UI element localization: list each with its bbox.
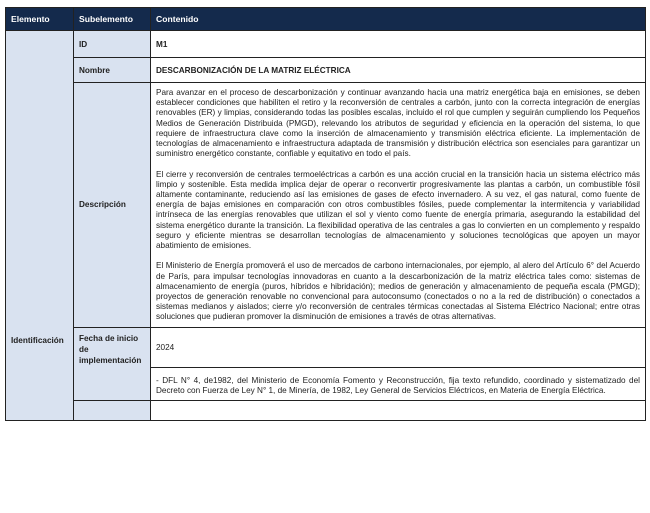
continuation-value [151, 401, 646, 421]
header-elemento: Elemento [6, 8, 74, 31]
descripcion-paragraph: El cierre y reconversión de centrales termoeléctricas a carbón es una acción crucial en la transición hacia un sistema eléctrico más limpio y sostenible. Esta medida implica dejar de operar o reconvertir progresivamente las plantas a carbón, un combustible fósil altamente contaminante, reduciendo así las emisiones de gases de efecto invernadero. A su vez, el gas natural, como fuente de energía de bajas emisiones en comparación con otros combustibles fósiles, puede complementar la intermitencia y variabilidad intrínseca de las energías renovables que utilizan el sol y viento como fuente de energía primaria, asegurando la estabilidad del sistema energético durante la transición. La flexibilidad operativa de las centrales a gas lo convierten en un complemento y respaldo seguro y eficiente mientras se desarrollan tecnologías de almacenamiento y soluciones tecnológicas que apoyen un mayor abatimiento de emisiones. [156, 169, 640, 251]
fecha-label: Fecha de inicio de implementación [74, 327, 151, 400]
descripcion-value [151, 83, 646, 328]
normativa-text: - DFL N° 4, de1982, del Ministerio de Economía Fomento y Reconstrucción, fija texto refundido, coordinado y sistematizado del Decreto con Fuerza de Ley N° 1, de Minería, de 1982, Ley General de Servicios Eléctricos, en Materia de Energía Eléctrica. [156, 375, 640, 395]
row-descripcion [6, 83, 646, 328]
row-fecha [6, 327, 646, 367]
nombre-value: DESCARBONIZACIÓN DE LA MATRIZ ELÉCTRICA [151, 58, 646, 83]
continuation-label [74, 401, 151, 421]
row-nombre [6, 58, 646, 83]
fecha-value: 2024 [151, 327, 646, 367]
header-contenido: Contenido [151, 8, 646, 31]
measure-table [5, 7, 646, 421]
header-row [6, 8, 646, 31]
row-id [6, 31, 646, 58]
id-label: ID [74, 31, 151, 58]
descripcion-paragraph: Para avanzar en el proceso de descarbonización y continuar avanzando hacia una matriz energética baja en emisiones, se deben establecer condiciones que habiliten el retiro y la reconversión de centrales a carbón, junto con la correcta integración de energías renovables (ER) y limpias, considerando todas las posibles escalas, incluido el rol que cumplen y seguirán cumpliendo los Pequeños Medios de Generación Distribuida (PMGD), relevando los atributos de seguridad y eficiencia en la operación del sistema, lo que requiere de infraestructura clave como la inserción de almacenamiento y transmisión eléctrica eficiente. La implementación de tecnologías de almacenamiento e infraestructura adaptada de transmisión y distribución eléctrica son esenciales para garantizar un suministro energético constante, confiable y equitativo en todo el país. [156, 88, 640, 159]
element-label: Identificación [6, 31, 74, 421]
descripcion-label: Descripción [74, 83, 151, 328]
nombre-label: Nombre [74, 58, 151, 83]
descripcion-paragraph: El Ministerio de Energía promoverá el uso de mercados de carbono internacionales, por ejemplo, al alero del Artículo 6° del Acuerdo de París, para impulsar tecnologías innovadoras en cuanto a la descarbonización de la matriz eléctrica tales como: sistemas de almacenamiento de energía (puros, híbridos e hibridación); medios de generación y almacenamiento de pequeña escala (PMGD); proyectos de generación renovable no convencional para autoconsumo (conectados o no a la red de distribución) o conectados a sistemas medianos y aislados; cierre y/o reconversión de centrales térmicas conectadas al Sistema Eléctrico Nacional; entre otras soluciones que pudieran promover la disminución de emisiones a través de otras alternativas. [156, 261, 640, 322]
header-subelemento: Subelemento [74, 8, 151, 31]
id-value: M1 [151, 31, 646, 58]
row-continuation [6, 401, 646, 421]
normativa-value [151, 367, 646, 400]
